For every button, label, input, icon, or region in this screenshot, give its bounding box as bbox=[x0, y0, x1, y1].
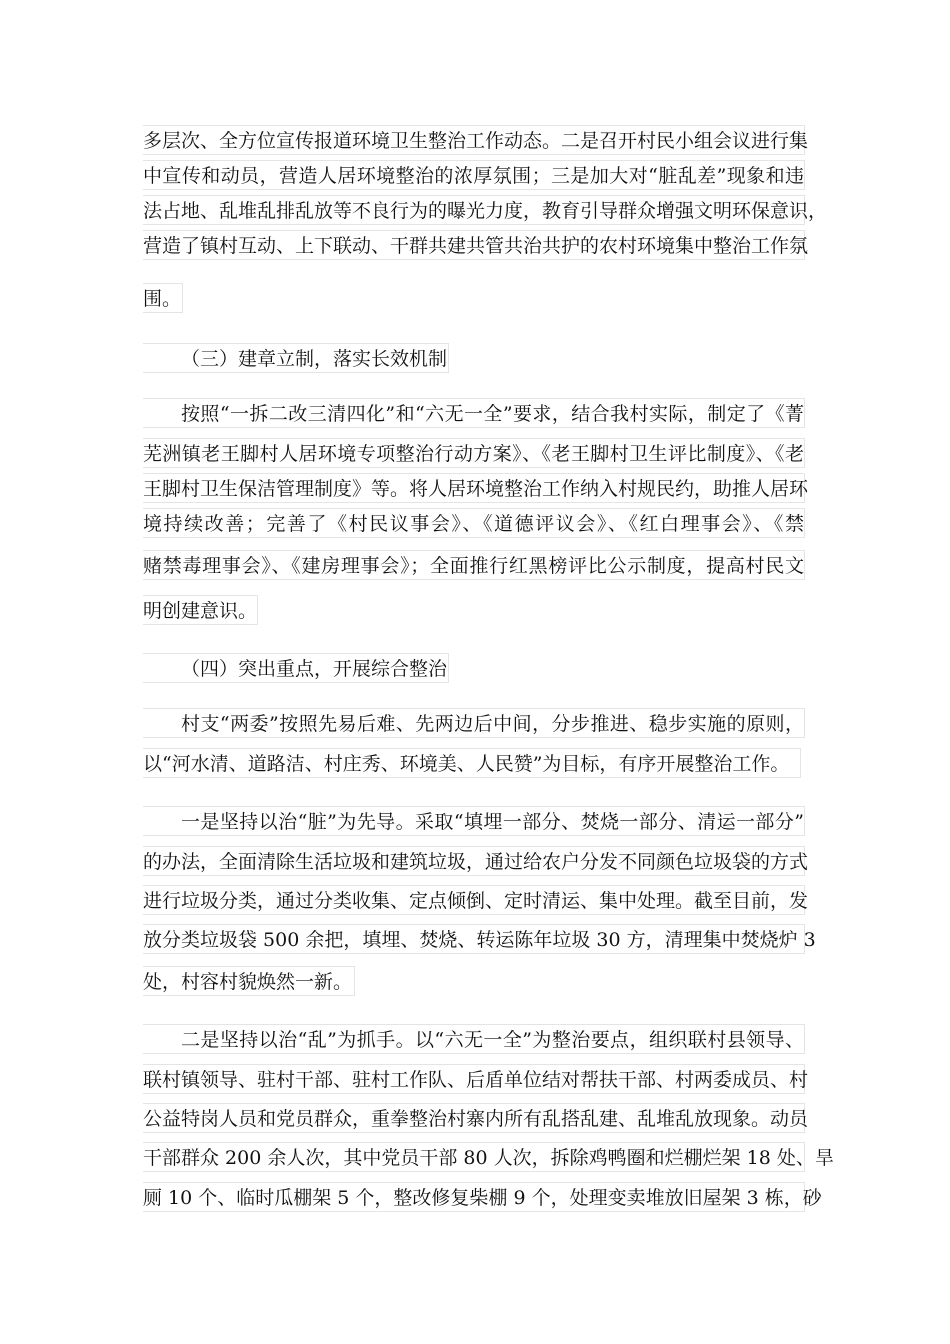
text-line: 赌禁毒理事会》、《建房理事会》；全面推行红黑榜评比公示制度，提高村民文 bbox=[143, 550, 805, 580]
text-line: 围。 bbox=[143, 283, 183, 313]
text-line: 按照“一拆二改三清四化”和“六无一全”要求，结合我村实际，制定了《菁 bbox=[143, 398, 805, 428]
text-line: 一是坚持以治“脏”为先导。采取“填埋一部分、焚烧一部分、清运一部分” bbox=[143, 806, 805, 836]
text-line: 王脚村卫生保洁管理制度》等。将人居环境整治工作纳入村规民约，助推人居环 bbox=[143, 473, 805, 503]
text-line: 村支“两委”按照先易后难、先两边后中间，分步推进、稳步实施的原则， bbox=[143, 708, 805, 738]
section-heading: （三）建章立制，落实长效机制 bbox=[143, 343, 449, 373]
text-line: 境持续改善；完善了《村民议事会》、《道德评议会》、《红白理事会》、《禁 bbox=[143, 508, 805, 538]
text-line: 放分类垃圾袋 500 余把，填埋、焚烧、转运陈年垃圾 30 方，清理集中焚烧炉 3 bbox=[143, 924, 805, 954]
text-line: 联村镇领导、驻村干部、驻村工作队、后盾单位结对帮扶干部、村两委成员、村 bbox=[143, 1064, 805, 1094]
text-line: 进行垃圾分类，通过分类收集、定点倾倒、定时清运、集中处理。截至目前，发 bbox=[143, 885, 805, 915]
text-line: 处，村容村貌焕然一新。 bbox=[143, 966, 355, 996]
text-line: 干部群众 200 余人次，其中党员干部 80 人次，拆除鸡鸭圈和烂棚烂架 18 处、旱 bbox=[143, 1142, 805, 1172]
text-line: 以“河水清、道路洁、村庄秀、环境美、人民赞”为目标，有序开展整治工作。 bbox=[143, 748, 801, 778]
section-heading: （四）突出重点，开展综合整治 bbox=[143, 653, 449, 683]
text-line: 营造了镇村互动、上下联动、干群共建共管共治共护的农村环境集中整治工作氛 bbox=[143, 230, 805, 260]
text-line: 明创建意识。 bbox=[143, 595, 258, 625]
text-line: 法占地、乱堆乱排乱放等不良行为的曝光力度，教育引导群众增强文明环保意识， bbox=[143, 195, 805, 225]
text-line: 二是坚持以治“乱”为抓手。以“六无一全”为整治要点，组织联村县领导、 bbox=[143, 1024, 805, 1054]
text-line: 的办法，全面清除生活垃圾和建筑垃圾，通过给农户分发不同颜色垃圾袋的方式 bbox=[143, 846, 805, 876]
text-line: 多层次、全方位宣传报道环境卫生整治工作动态。二是召开村民小组会议进行集 bbox=[143, 125, 805, 155]
text-line: 厕 10 个、临时瓜棚架 5 个，整改修复柴棚 9 个，处理变卖堆放旧屋架 3 栋，砂 bbox=[143, 1182, 805, 1212]
text-line: 中宣传和动员，营造人居环境整治的浓厚氛围；三是加大对“脏乱差”现象和违 bbox=[143, 160, 805, 190]
text-line: 公益特岗人员和党员群众，重拳整治村寨内所有乱搭乱建、乱堆乱放现象。动员 bbox=[143, 1103, 805, 1133]
text-line: 芜洲镇老王脚村人居环境专项整治行动方案》、《老王脚村卫生评比制度》、《老 bbox=[143, 438, 805, 468]
